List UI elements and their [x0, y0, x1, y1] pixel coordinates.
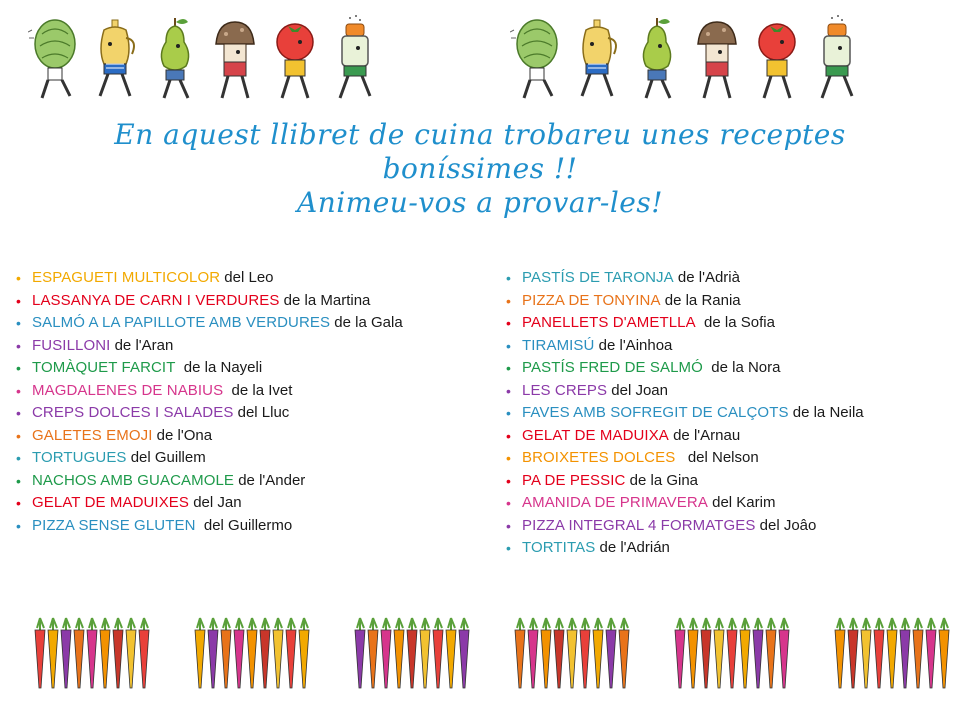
carrots-bunch-icon	[672, 610, 802, 705]
bullet-icon: •	[16, 292, 21, 309]
recipe-item	[16, 426, 403, 449]
recipe-dish-name: TORTUGUES	[32, 449, 127, 466]
recipe-item	[506, 538, 864, 561]
recipe-author: del Lluc	[233, 404, 290, 421]
recipe-author: de la Neila	[788, 404, 864, 421]
recipe-list-left	[16, 268, 403, 538]
recipe-item	[16, 313, 403, 336]
lettuce-character-icon	[28, 14, 82, 104]
recipe-item	[506, 291, 864, 314]
recipe-item	[506, 336, 864, 359]
recipe-author: de la Gala	[330, 314, 403, 331]
recipe-dish-name: BROIXETES DOLCES	[522, 449, 676, 466]
recipe-author: del Leo	[220, 269, 274, 286]
recipe-item	[506, 516, 864, 539]
recipe-author: del Jan	[189, 494, 242, 511]
recipe-item	[506, 471, 864, 494]
carrots-bunch-icon	[832, 610, 960, 705]
bottom-vegetable-band	[32, 610, 960, 705]
recipe-dish-name: PASTÍS DE TARONJA	[522, 269, 674, 286]
recipe-item	[506, 403, 864, 426]
bullet-icon: •	[16, 315, 21, 331]
headline-line-3: Animeu-vos a provar-les!	[296, 186, 664, 219]
recipe-item	[506, 268, 864, 291]
bullet-icon: •	[16, 495, 21, 511]
recipe-item	[16, 516, 403, 539]
recipe-dish-name: GELAT DE MADUIXA	[522, 426, 669, 444]
jug-character-icon	[570, 14, 624, 104]
recipe-author: de la Nora	[702, 359, 781, 376]
carrots-bunch-icon	[192, 610, 322, 705]
recipe-dish-name: LASSANYA DE CARN I VERDURES	[32, 291, 280, 309]
recipe-item	[506, 313, 864, 336]
recipe-list-right	[506, 268, 864, 561]
recipe-author: del Guillem	[126, 449, 206, 466]
recipe-dish-name: PASTÍS FRED DE SALMÓ	[522, 359, 703, 376]
bullet-icon: •	[16, 450, 21, 466]
recipe-author: de la Martina	[279, 291, 371, 309]
recipe-dish-name: SALMÓ A LA PAPILLOTE AMB VERDURES	[32, 314, 331, 331]
recipe-author: de l'Adrián	[595, 539, 670, 556]
recipe-author: de l'Ander	[234, 471, 306, 489]
headline-line-2: boníssimes !!	[382, 152, 578, 185]
recipe-author: del Karim	[707, 494, 776, 511]
headline	[0, 118, 960, 220]
recipe-dish-name: LES CREPS	[522, 381, 608, 399]
bullet-icon: •	[16, 360, 21, 376]
recipe-author: de la Gina	[625, 471, 699, 489]
recipe-item	[506, 426, 864, 449]
bullet-icon: •	[16, 472, 21, 489]
recipe-item	[16, 493, 403, 516]
recipe-dish-name: AMANIDA DE PRIMAVERA	[522, 494, 708, 511]
bullet-icon: •	[506, 540, 511, 556]
bullet-icon: •	[506, 382, 511, 399]
recipe-dish-name: PIZZA DE TONYINA	[522, 291, 661, 309]
bullet-icon: •	[506, 270, 511, 286]
salt-shaker-character-icon	[810, 14, 864, 104]
recipe-dish-name: TORTITAS	[522, 539, 596, 556]
recipe-item	[16, 381, 403, 404]
recipe-dish-name: PA DE PESSIC	[522, 471, 626, 489]
bullet-icon: •	[506, 292, 511, 309]
recipe-dish-name: PIZZA SENSE GLUTEN	[32, 516, 196, 534]
recipe-dish-name: CREPS DOLCES I SALADES	[32, 404, 234, 421]
recipe-author: del Joâo	[755, 516, 817, 534]
bullet-icon: •	[16, 382, 21, 399]
recipe-author: de la Sofia	[695, 314, 775, 331]
recipe-author: de l'Ona	[152, 426, 213, 444]
pear-character-icon	[630, 14, 684, 104]
recipe-item	[16, 471, 403, 494]
tomato-character-icon	[750, 14, 804, 104]
recipe-item	[16, 403, 403, 426]
bullet-icon: •	[506, 517, 511, 534]
recipe-dish-name: TOMÀQUET FARCIT	[32, 359, 176, 376]
bullet-icon: •	[506, 315, 511, 331]
recipe-item	[16, 448, 403, 471]
recipe-author: de l'Adrià	[673, 269, 740, 286]
recipe-dish-name: PIZZA INTEGRAL 4 FORMATGES	[522, 516, 756, 534]
bullet-icon: •	[506, 472, 511, 489]
bullet-icon: •	[506, 360, 511, 376]
recipe-item	[16, 291, 403, 314]
salt-shaker-character-icon	[328, 14, 382, 104]
mushroom-character-icon	[690, 14, 744, 104]
headline-line-1: En aquest llibret de cuina trobareu unes receptes	[114, 118, 846, 151]
recipe-author: de la Nayeli	[175, 359, 263, 376]
recipe-author: de la Ivet	[223, 381, 293, 399]
recipe-dish-name: FUSILLONI	[32, 336, 111, 354]
recipe-author: de l'Aran	[110, 336, 174, 354]
recipe-dish-name: MAGDALENES DE NABIUS	[32, 381, 224, 399]
recipe-item	[16, 358, 403, 381]
bullet-icon: •	[506, 427, 511, 444]
recipe-dish-name: NACHOS AMB GUACAMOLE	[32, 471, 235, 489]
recipe-author: de l'Ainhoa	[594, 336, 673, 354]
recipe-author: del Guillermo	[195, 516, 293, 534]
lettuce-character-icon	[510, 14, 564, 104]
recipe-dish-name: GELAT DE MADUIXES	[32, 494, 190, 511]
top-illustrations-left	[28, 14, 382, 104]
bullet-icon: •	[16, 405, 21, 421]
recipe-item	[506, 493, 864, 516]
recipe-dish-name: TIRAMISÚ	[522, 336, 595, 354]
carrots-bunch-icon	[352, 610, 482, 705]
bullet-icon: •	[16, 517, 21, 534]
bullet-icon: •	[506, 450, 511, 466]
recipe-item	[506, 448, 864, 471]
recipe-dish-name: FAVES AMB SOFREGIT DE CALÇOTS	[522, 404, 789, 421]
recipe-item	[506, 358, 864, 381]
bullet-icon: •	[506, 405, 511, 421]
bullet-icon: •	[16, 270, 21, 286]
top-illustrations-right	[510, 14, 864, 104]
jug-character-icon	[88, 14, 142, 104]
mushroom-character-icon	[208, 14, 262, 104]
recipe-author: del Joan	[607, 381, 668, 399]
pear-character-icon	[148, 14, 202, 104]
bullet-icon: •	[16, 427, 21, 444]
recipe-author: de la Rania	[660, 291, 741, 309]
recipe-item	[16, 268, 403, 291]
recipe-dish-name: PANELLETS D'AMETLLA	[522, 314, 696, 331]
tomato-character-icon	[268, 14, 322, 104]
recipe-item	[506, 381, 864, 404]
recipe-item	[16, 336, 403, 359]
bullet-icon: •	[16, 337, 21, 354]
carrots-bunch-icon	[32, 610, 162, 705]
bullet-icon: •	[506, 337, 511, 354]
recipe-author: del Nelson	[675, 449, 759, 466]
recipe-dish-name: GALETES EMOJI	[32, 426, 153, 444]
bullet-icon: •	[506, 495, 511, 511]
recipe-author: de l'Arnau	[668, 426, 741, 444]
recipe-dish-name: ESPAGUETI MULTICOLOR	[32, 269, 221, 286]
carrots-bunch-icon	[512, 610, 642, 705]
